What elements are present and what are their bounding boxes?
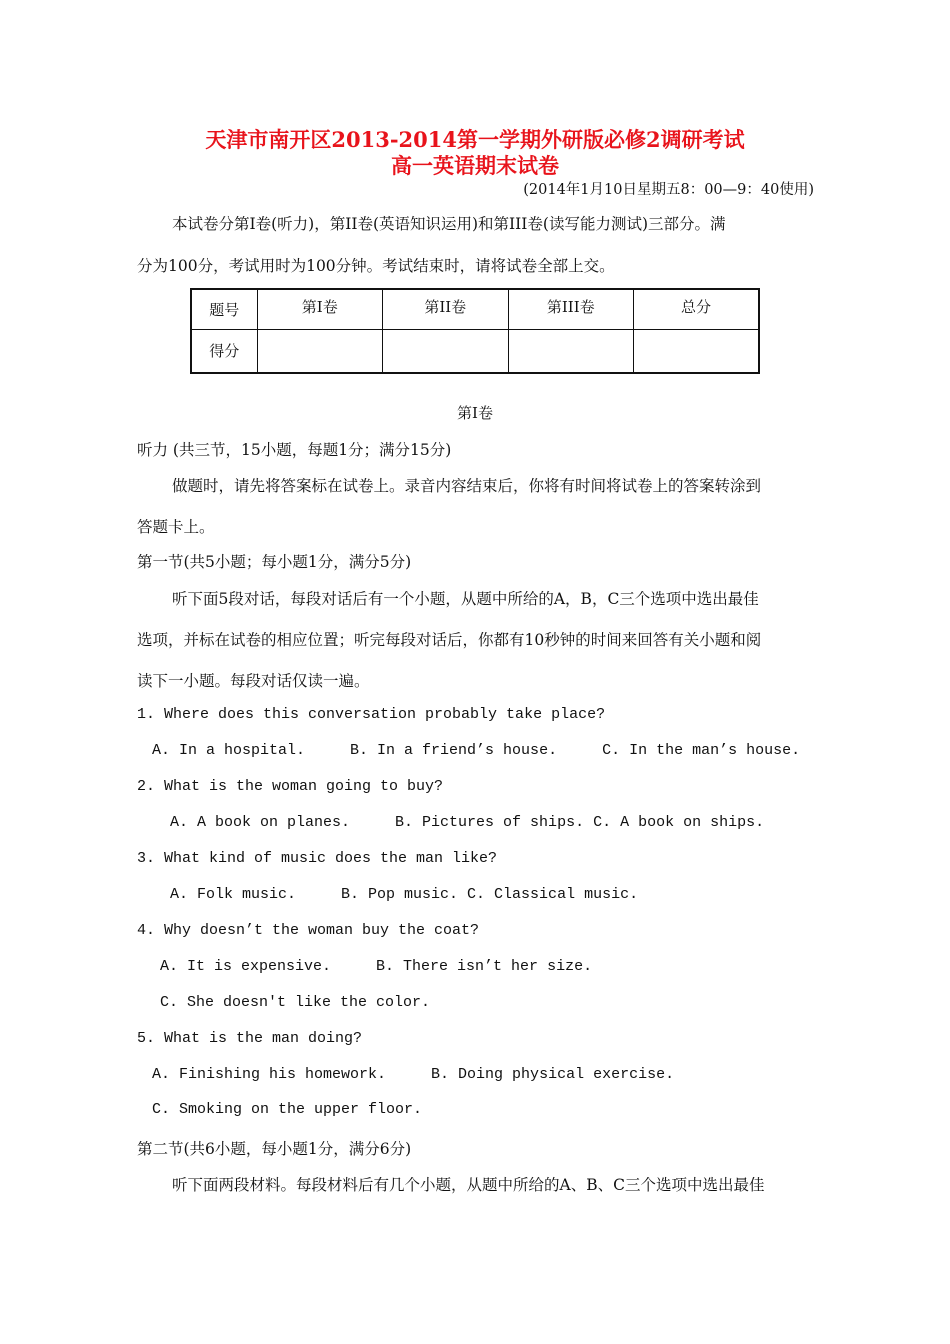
score-table (190, 288, 760, 374)
score-table-header-label: 题号 (191, 289, 257, 329)
question-1: 1. Where does this conversation probably take place? (137, 706, 606, 723)
question-2-options: A. A book on planes. B. Pictures of ships. C. A book on ships. (170, 814, 765, 831)
score-table-row-label: 得分 (191, 329, 257, 373)
exam-date-note: (2014年1月10日星期五8：00—9：40使用) (523, 182, 814, 198)
question-5: 5. What is the man doing? (137, 1030, 363, 1047)
intro-line-1: 本试卷分第I卷(听力)，第II卷(英语知识运用)和第III卷(读写能力测试)三部分。满 (172, 215, 726, 233)
score-table-header-total: 总分 (634, 289, 760, 329)
question-3-options: A. Folk music. B. Pop music. C. Classical music. (170, 886, 639, 903)
question-3: 3. What kind of music does the man like? (137, 850, 498, 867)
question-4: 4. Why doesn’t the woman buy the coat? (137, 922, 480, 939)
exam-title-line1: 天津市南开区2013-2014第一学期外研版必修2调研考试 (205, 127, 745, 152)
score-cell-part2[interactable] (383, 329, 509, 373)
question-5-options-line-1: A. Finishing his homework. B. Doing physical exercise. (152, 1066, 675, 1083)
score-table-score-row (191, 329, 759, 373)
listening-instr-line-1: 做题时，请先将答案标在试卷上。录音内容结束后，你将有时间将试卷上的答案转涂到 (172, 477, 762, 495)
score-table-header-part3: 第III卷 (508, 289, 634, 329)
score-table-header-part1: 第I卷 (257, 289, 383, 329)
question-2: 2. What is the woman going to buy? (137, 778, 444, 795)
part1-instr-line-2: 选项，并标在试卷的相应位置；听完每段对话后，你都有10秒钟的时间来回答有关小题和阅 (137, 631, 762, 649)
question-4-options-line-1: A. It is expensive. B. There isn’t her size. (160, 958, 593, 975)
score-cell-part1[interactable] (257, 329, 383, 373)
question-4-options-line-2: C. She doesn't like the color. (160, 994, 431, 1011)
score-cell-part3[interactable] (508, 329, 634, 373)
part2-instr-line-1: 听下面两段材料。每段材料后有几个小题，从题中所给的A、B、C三个选项中选出最佳 (172, 1176, 765, 1194)
score-cell-total[interactable] (634, 329, 760, 373)
exam-title-line2: 高一英语期末试卷 (391, 153, 559, 178)
listening-instr-line-2: 答题卡上。 (137, 518, 215, 536)
part1-instr-line-1: 听下面5段对话，每段对话后有一个小题，从题中所给的A，B，C三个选项中选出最佳 (172, 590, 759, 608)
listening-heading: 听力 (共三节，15小题，每题1分；满分15分) (137, 441, 452, 459)
section-title: 第I卷 (457, 404, 493, 422)
score-table-header-part2: 第II卷 (383, 289, 509, 329)
question-1-options: A. In a hospital. B. In a friend’s house. C. In the man’s house. (152, 742, 801, 759)
part1-instr-line-3: 读下一小题。每段对话仅读一遍。 (137, 672, 370, 690)
score-table-header-row (191, 289, 759, 329)
intro-line-2: 分为100分，考试用时为100分钟。考试结束时，请将试卷全部上交。 (137, 257, 615, 275)
question-5-options-line-2: C. Smoking on the upper floor. (152, 1101, 423, 1118)
part1-heading: 第一节(共5小题；每小题1分，满分5分) (137, 553, 412, 571)
part2-heading: 第二节(共6小题，每小题1分，满分6分) (137, 1140, 412, 1158)
